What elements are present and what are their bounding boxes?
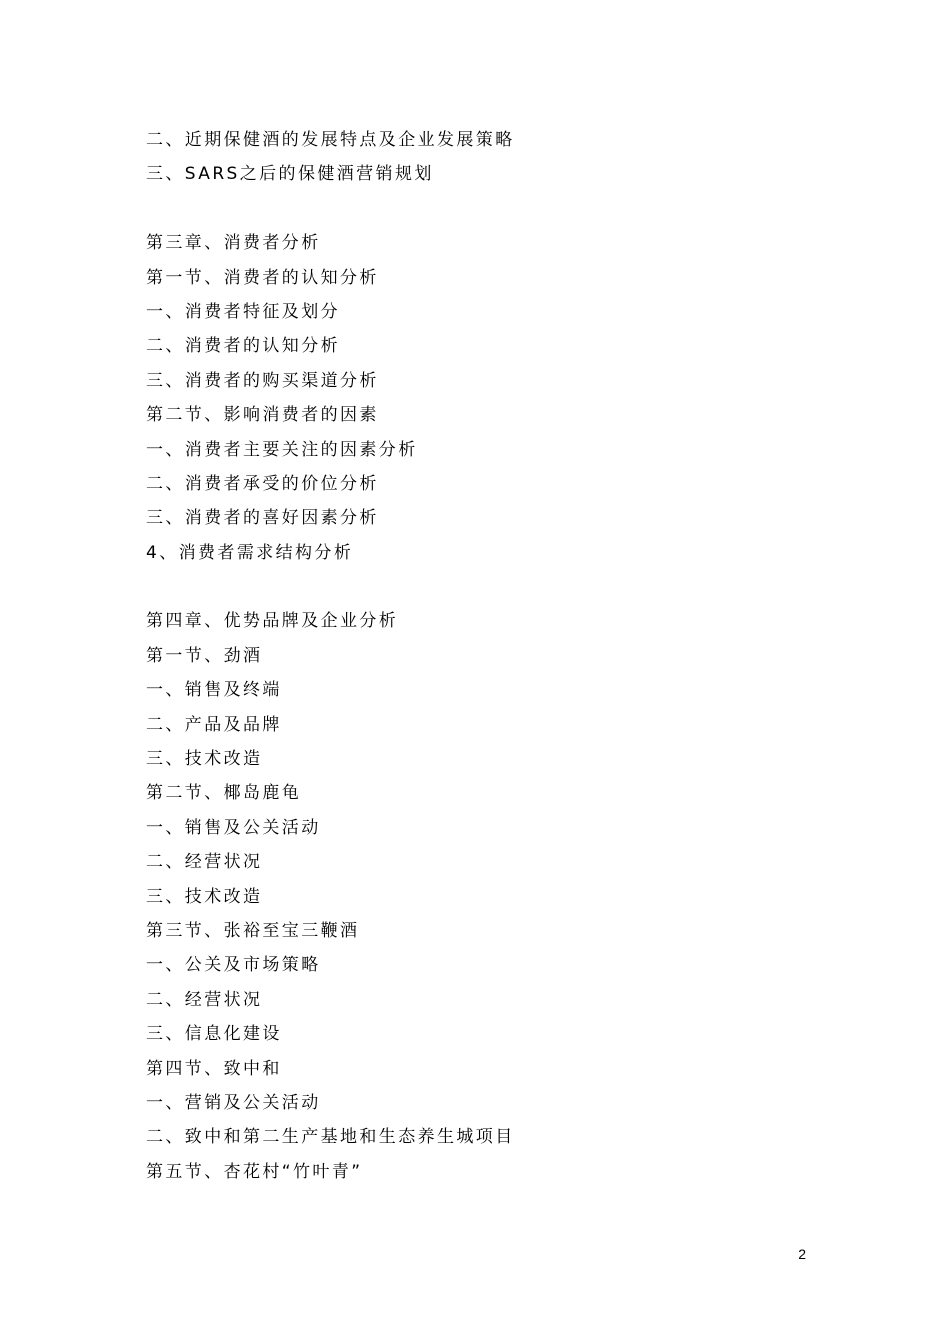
chapter-heading: 第三章、消费者分析 xyxy=(146,233,321,254)
toc-line: 一、消费者特征及划分 xyxy=(146,301,340,322)
toc-line: 二、产品及品牌 xyxy=(146,714,282,735)
toc-line: 一、营销及公关活动 xyxy=(146,1092,321,1113)
toc-line: 三、技术改造 xyxy=(146,749,263,770)
toc-line: 二、消费者承受的价位分析 xyxy=(146,473,379,494)
section-heading: 第二节、椰岛鹿龟 xyxy=(146,783,302,804)
toc-line: 三、消费者的购买渠道分析 xyxy=(146,370,379,391)
toc-line: 三、信息化建设 xyxy=(146,1024,282,1045)
blank-line xyxy=(146,192,846,226)
section-heading: 第四节、致中和 xyxy=(146,1058,282,1079)
toc-line: 一、销售及公关活动 xyxy=(146,817,321,838)
blank-line xyxy=(146,570,846,604)
toc-line: 三、消费者的喜好因素分析 xyxy=(146,508,379,529)
toc-line: 一、消费者主要关注的因素分析 xyxy=(146,439,418,460)
table-of-contents xyxy=(146,123,846,1189)
toc-line: 二、近期保健酒的发展特点及企业发展策略 xyxy=(146,130,515,150)
toc-line: 一、销售及终端 xyxy=(146,680,282,701)
section-heading: 第二节、影响消费者的因素 xyxy=(146,405,379,426)
toc-line: 三、技术改造 xyxy=(146,886,263,907)
toc-line: 二、经营状况 xyxy=(146,852,263,873)
section-heading: 第一节、消费者的认知分析 xyxy=(146,267,379,288)
chapter-heading: 第四章、优势品牌及企业分析 xyxy=(146,611,399,632)
toc-line: 三、SARS之后的保健酒营销规划 xyxy=(146,164,434,185)
page-number: 2 xyxy=(798,1246,806,1262)
section-heading: 第一节、劲酒 xyxy=(146,645,263,666)
toc-line: 一、公关及市场策略 xyxy=(146,955,321,976)
toc-line: 二、经营状况 xyxy=(146,989,263,1010)
toc-line: 4、消费者需求结构分析 xyxy=(146,542,354,563)
section-heading: 第三节、张裕至宝三鞭酒 xyxy=(146,920,360,941)
section-heading: 第五节、杏花村“竹叶青” xyxy=(146,1161,363,1182)
toc-line: 二、消费者的认知分析 xyxy=(146,336,340,357)
toc-line: 二、致中和第二生产基地和生态养生城项目 xyxy=(146,1127,515,1148)
